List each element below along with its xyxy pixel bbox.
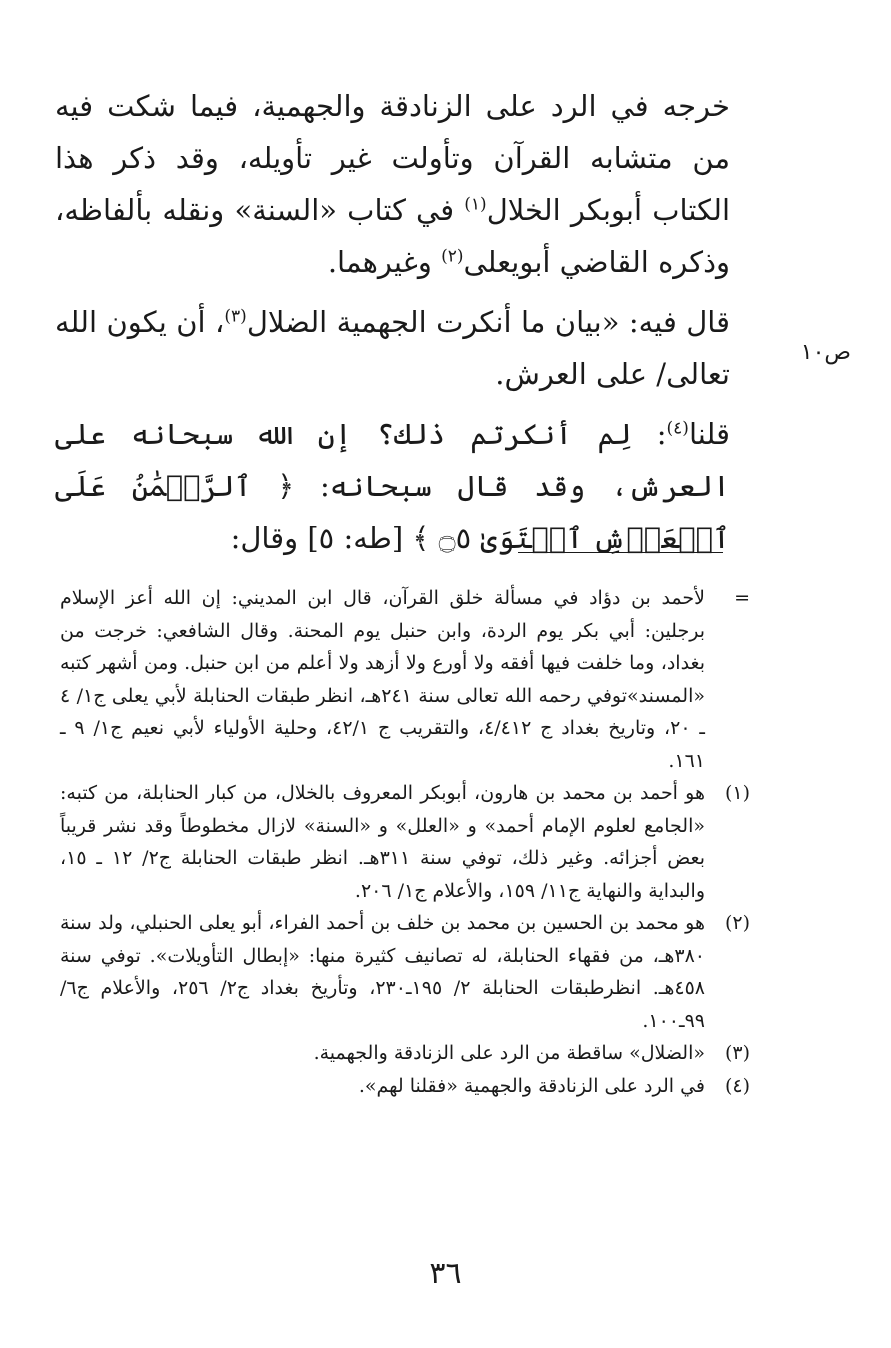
footnote-ref-2[interactable]: (٢) — [441, 246, 464, 267]
footnote-text: هو محمد بن الحسين بن محمد بن خلف بن أحمد الفراء، أبو يعلى الحنبلي، ولد سنة ٣٨٠هـ، من فقهاء الحنابلة، له تصانيف كثيرة منها: «إبطال التأويلات». توفي سنة ٤٥٨هـ. انظرطبقات الحنابلة ٢/ ١٩٥ـ٢٣٠، وتأريخ بغداد ج٢/ ٢٥٦، والأعلام ج٦/ ٩٩ـ١٠٠. — [60, 912, 705, 1032]
footnote-number: (٤) — [724, 1074, 750, 1097]
text-run: قلنا — [688, 417, 730, 451]
footnote-separator — [518, 552, 723, 553]
paragraph-1 — [55, 80, 730, 288]
text-run: وغيرهما. — [327, 245, 442, 279]
text-run: خرجه في الرد على الزنادقة والجهمية، فيما شكت فيه من متشابه القرآن وتأولت غير تأويله، وقد ذكر هذا الكتاب أبوبكر الخلال — [55, 89, 731, 227]
footnote-number: (٢) — [724, 912, 750, 934]
footnote-4 — [60, 1070, 750, 1103]
footnote-number: (٣) — [724, 1042, 750, 1064]
text-run: ، أن يكون الله تعالى/ على العرش. — [55, 305, 730, 391]
paragraph-2 — [55, 296, 730, 400]
page-number: ٣٦ — [429, 1256, 462, 1291]
footnote-number: = — [734, 587, 750, 609]
footnote-continued — [60, 582, 750, 777]
paragraph-3 — [55, 408, 730, 564]
footnote-text: «الضلال» ساقطة من الرد على الزنادقة والجهمية. — [313, 1042, 705, 1064]
footnote-text: لأحمد بن دؤاد في مسألة خلق القرآن، قال ابن المديني: إن الله أعز الإسلام برجلين: أبي بكر يوم الردة، وابن حنبل يوم المحنة. وقال الشافعي: خرجت من بغداد، وما خلفت فيها أفقه ولا أورع ولا أزهد ولا أعلم من ابن حنبل. ومن أشهر كتبه «المسند»توفي رحمه الله تعالى سنة ٢٤١هـ، انظر طبقات الحنابلة لأبي يعلى ج١/ ٤ ـ ٢٠، وتاريخ بغداد ج ٤/٤١٢، والتقريب ج ٤٢/١، وحلية الأولياء لأبي نعيم ج١/ ٩ ـ ١٦١. — [60, 587, 705, 772]
text-run: قال فيه: «بيان ما أنكرت الجهمية الضلال — [246, 305, 731, 339]
text-run: : لِم أنكرتم ذلك؟ إن الله سبحانه على العرش، وقد قال سبحانه: ﴿ ٱلرَّحۡمَٰنُ عَلَى ٱلۡعَرۡشِ ٱسۡتَوَىٰ ۝٥ ﴾ [طه: ٥] وقال: — [55, 417, 730, 555]
footnote-ref-3[interactable]: (٣) — [224, 306, 247, 327]
margin-page-note: ص١٠ — [800, 340, 851, 365]
footnote-1 — [60, 777, 750, 907]
footnotes — [60, 582, 750, 1102]
main-text — [55, 80, 730, 572]
footnote-2 — [60, 907, 750, 1037]
footnote-number: (١) — [724, 782, 750, 804]
footnote-ref-1[interactable]: (١) — [464, 194, 487, 215]
footnote-text: هو أحمد بن محمد بن هارون، أبوبكر المعروف بالخلال، من كبار الحنابلة، من كتبه: «الجامع لعلوم الإمام أحمد» و «العلل» و «السنة» لازال مخطوطاً وقد نشر قريباً بعض أجزائه. وغير ذلك، توفي سنة ٣١١هـ. انظر طبقات الحنابلة ج٢/ ١٢ ـ ١٥، والبداية والنهاية ج١١/ ١٥٩، والأعلام ج١/ ٢٠٦. — [60, 782, 706, 902]
footnote-3 — [60, 1037, 750, 1070]
footnote-ref-4[interactable]: (٤) — [666, 418, 689, 439]
text-run: في كتاب «السنة» ونقله بألفاظه، وذكره القاضي أبويعلى — [55, 193, 730, 279]
footnote-text: في الرد على الزنادقة والجهمية «فقلنا لهم». — [358, 1074, 705, 1097]
